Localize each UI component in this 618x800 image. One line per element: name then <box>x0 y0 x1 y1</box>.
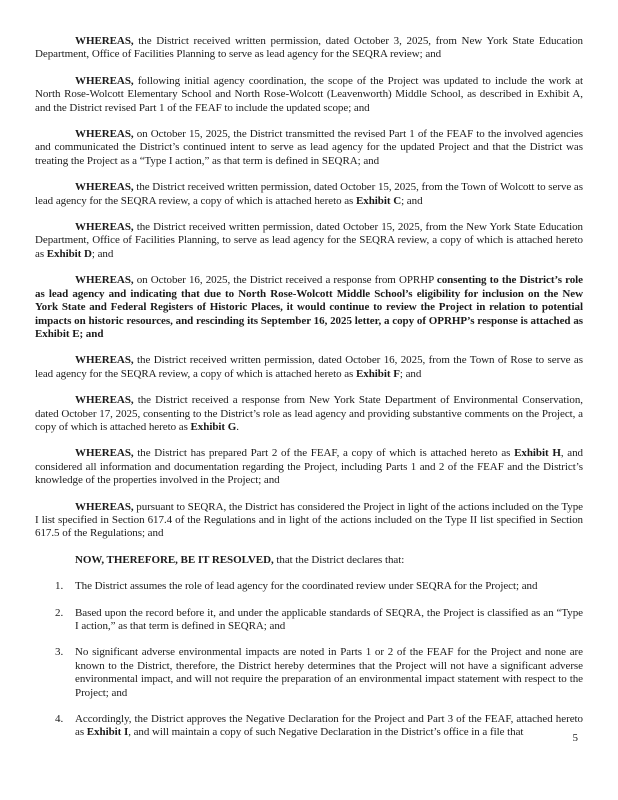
text-run: on October 15, 2025, the District transmitted the revised Part 1 of the FEAF to the involved agencies and communicated the District’s continued intent to serve as lead agency for the updated Project and that the District was treating the Project as a “Type I action,” as that term is defined in SEQRA; and <box>35 128 583 167</box>
list-item <box>35 580 583 593</box>
list-number: 2. <box>55 606 64 619</box>
text-run: WHEREAS, <box>75 128 134 141</box>
text-run: The District assumes the role of lead agency for the coordinated review under SEQRA for the Project; and <box>75 580 538 593</box>
text-run: . <box>236 420 239 433</box>
text-run: the District received written permission, dated October 16, 2025, from the Town of Rose to serve as lead agency for the SEQRA review, a copy of which is attached hereto as <box>35 354 583 380</box>
text-run: Based upon the record before it, and under the applicable standards of SEQRA, the Project is classified as an “Type I action,” as that term is defined in SEQRA; and <box>75 606 583 632</box>
paragraph <box>35 221 583 261</box>
paragraph <box>35 181 583 208</box>
paragraph <box>35 274 583 341</box>
paragraph <box>35 354 583 381</box>
text-run: the District received a response from New York State Department of Environmental Conservation, dated October 17, 2025, consenting to the District’s role as lead agency and providing substantive comments on the Project, a copy of which is attached hereto as <box>35 394 583 433</box>
list-number: 4. <box>55 713 64 726</box>
text-run: consenting to the District’s role as lead agency and indicating that due to North Rose-Wolcott Middle School’s eligibility for inclusion on the New York State and Federal Registers of Historic Places, it would continue to review the Project in relation to potential impacts on historic resources, and rescinding its September 16, 2025 letter, a copy of OPRHP’s response is attached as Exhibit E; and <box>35 274 583 340</box>
text-run: Exhibit G <box>190 420 237 433</box>
text-run: , and will maintain a copy of such Negative Declaration in the District’s office in a file that <box>128 726 524 739</box>
text-run: the District received written permission, dated October 3, 2025, from New York State Education Department, Office of Facilities Planning to serve as lead agency for the SEQRA review; and <box>35 35 583 61</box>
text-run: WHEREAS, <box>75 394 134 407</box>
text-run: Exhibit H <box>514 447 561 460</box>
text-run: WHEREAS, <box>75 221 134 234</box>
document-body <box>35 35 583 753</box>
page-number: 5 <box>572 732 578 744</box>
list-item <box>35 713 583 740</box>
text-run: WHEREAS, <box>75 354 134 367</box>
text-run: NOW, THEREFORE, BE IT RESOLVED, <box>75 553 274 566</box>
paragraph <box>35 394 583 434</box>
paragraph <box>35 447 583 487</box>
text-run: pursuant to SEQRA, the District has considered the Project in light of the actions included on the Type I list specified in Section 617.4 of the Regulations and in light of the actions included on the Type II list specified in Section 617.5 of the Regulations; and <box>35 500 583 540</box>
text-run: the District has prepared Part 2 of the FEAF, a copy of which is attached hereto as <box>133 447 515 460</box>
text-run: ; and <box>91 247 114 260</box>
text-run: following initial agency coordination, the scope of the Project was updated to include the work at North Rose-Wolcott Elementary School and North Rose-Wolcott (Leavenworth) Middle School, as described in Exhibit A, and the District revised Part 1 of the FEAF to include the updated scope; and <box>35 74 583 114</box>
paragraph <box>35 128 583 168</box>
text-run: the District received written permission, dated October 15, 2025, from the New York State Education Department, Office of Facilities Planning, to serve as lead agency for the SEQRA review, a copy of which is attached hereto as <box>35 221 583 260</box>
text-run: ; and <box>401 194 423 207</box>
text-run: WHEREAS, <box>75 35 134 47</box>
list-item <box>35 646 583 700</box>
text-run: WHEREAS, <box>75 181 134 194</box>
text-run: WHEREAS, <box>75 74 134 87</box>
paragraph <box>35 501 583 541</box>
list-number: 1. <box>55 580 64 593</box>
list-number: 3. <box>55 646 64 659</box>
text-run: WHEREAS, <box>75 447 134 460</box>
text-run: on October 16, 2025, the District received a response from OPRHP <box>133 274 437 287</box>
text-run: Exhibit D <box>46 247 92 260</box>
text-run: Accordingly, the District approves the Negative Declaration for the Project and Part 3 of the FEAF, attached hereto as <box>75 713 583 739</box>
paragraph <box>35 35 583 62</box>
text-run: Exhibit F <box>356 367 400 380</box>
paragraph <box>35 554 583 567</box>
text-run: that the District declares that: <box>273 553 405 566</box>
text-run: Exhibit C <box>356 194 402 207</box>
text-run: WHEREAS, <box>75 274 134 287</box>
text-run: Exhibit I <box>86 726 129 739</box>
text-run: No significant adverse environmental impacts are noted in Parts 1 or 2 of the FEAF for the Project and none are known to the District, therefore, the District hereby determines that the Project will not have a significant adverse environmental impact, and will not require the preparation of an environmental impact statement with respect to the Project; and <box>75 646 583 699</box>
text-run: the District received written permission, dated October 15, 2025, from the Town of Wolcott to serve as lead agency for the SEQRA review, a copy of which is attached hereto as <box>35 181 583 207</box>
text-run: ; and <box>399 367 422 380</box>
text-run: WHEREAS, <box>75 500 134 513</box>
list-item <box>35 607 583 634</box>
paragraph <box>35 75 583 115</box>
text-run: , and considered all information and documentation regarding the Project, including Parts 1 and 2 of the FEAF and the District’s knowledge of the properties involved in the Project; and <box>35 447 583 487</box>
